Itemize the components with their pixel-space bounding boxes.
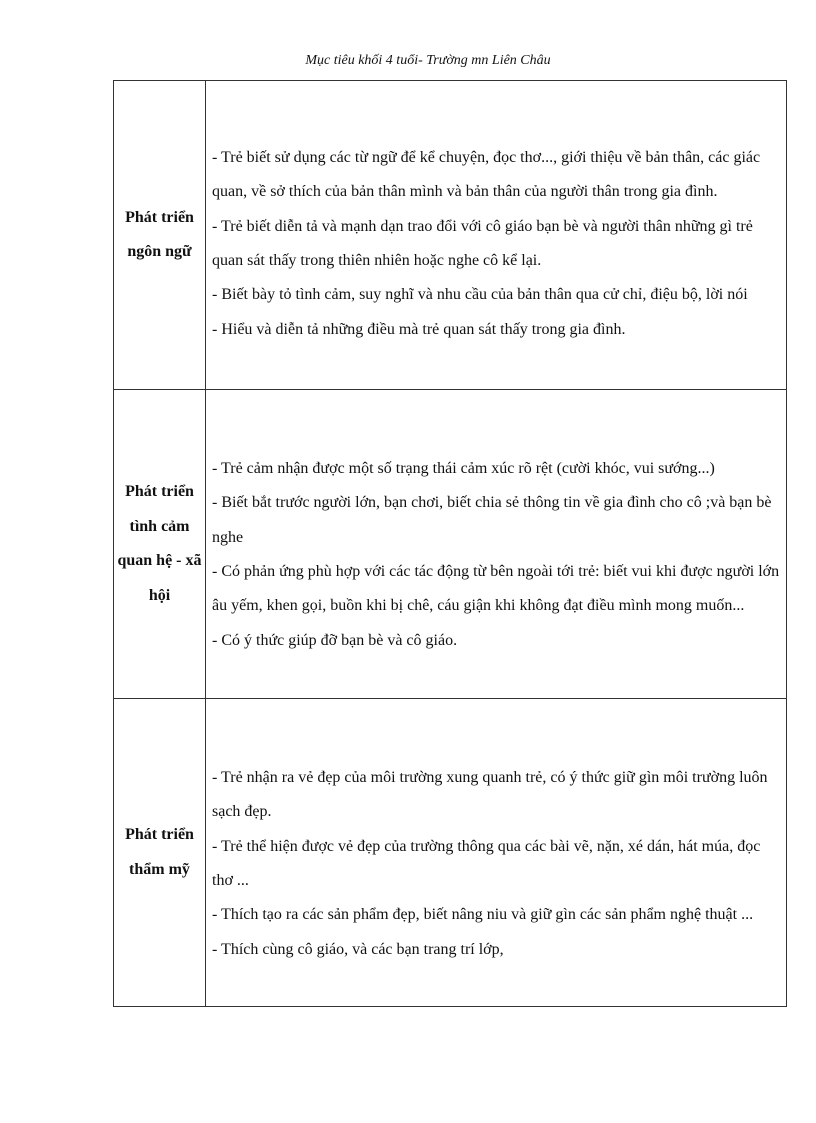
goals-table	[113, 80, 787, 1007]
table-row	[114, 699, 787, 1007]
goals-social	[206, 390, 787, 699]
goal-item: - Trẻ cảm nhận được một số trạng thái cảm xúc rõ rệt (cười khóc, vui sướng...)	[212, 460, 715, 478]
area-language: Phát triển ngôn ngữ	[114, 81, 206, 390]
goal-item: - Trẻ nhận ra vẻ đẹp của môi trường xung quanh trẻ, có ý thức giữ gìn môi trường luôn sạch đẹp.	[212, 769, 768, 821]
goal-item: - Trẻ thể hiện được vẻ đẹp của trường thông qua các bài vẽ, nặn, xé dán, hát múa, đọc thơ ...	[212, 837, 761, 889]
goals-language	[206, 81, 787, 390]
table-row	[114, 81, 787, 390]
goal-item: - Trẻ biết sử dụng các từ ngữ để kể chuyện, đọc thơ..., giới thiệu về bản thân, các giác quan, về sở thích của bản thân mình và bản thân của người thân trong gia đình.	[212, 149, 761, 201]
goal-item: - Hiểu và diễn tả những điều mà trẻ quan sát thấy trong gia đình.	[212, 320, 626, 338]
goal-item: - Thích tạo ra các sản phẩm đẹp, biết nâng niu và giữ gìn các sản phẩm nghệ thuật ...	[212, 906, 754, 924]
goals-aesthetic	[206, 699, 787, 1007]
goal-item: - Có ý thức giúp đỡ bạn bè và cô giáo.	[212, 631, 458, 649]
goal-item: - Trẻ biết diễn tả và mạnh dạn trao đổi với cô giáo bạn bè và người thân những gì trẻ quan sát thấy trong thiên nhiên hoặc nghe cô kể lại.	[212, 217, 753, 269]
page-header: Mục tiêu khối 4 tuổi- Trường mn Liên Châu	[305, 53, 551, 68]
goal-item: - Có phản ứng phù hợp với các tác động từ bên ngoài tới trẻ: biết vui khi được người lớn âu yếm, khen gọi, buồn khi bị chê, cáu giận khi không đạt điều mình mong muốn...	[212, 563, 780, 615]
goal-item: - Biết bắt trước người lớn, bạn chơi, biết chia sẻ thông tin về gia đình cho cô ;và bạn bè nghe	[212, 494, 772, 546]
goal-item: - Thích cùng cô giáo, và các bạn trang trí lớp,	[212, 940, 504, 958]
area-social: Phát triển tình cảm quan hệ - xã hội	[114, 390, 206, 699]
area-aesthetic: Phát triển thẩm mỹ	[114, 699, 206, 1007]
goal-item: - Biết bày tỏ tình cảm, suy nghĩ và nhu cầu của bản thân qua cử chỉ, điệu bộ, lời nói	[212, 286, 748, 304]
table-row	[114, 390, 787, 699]
